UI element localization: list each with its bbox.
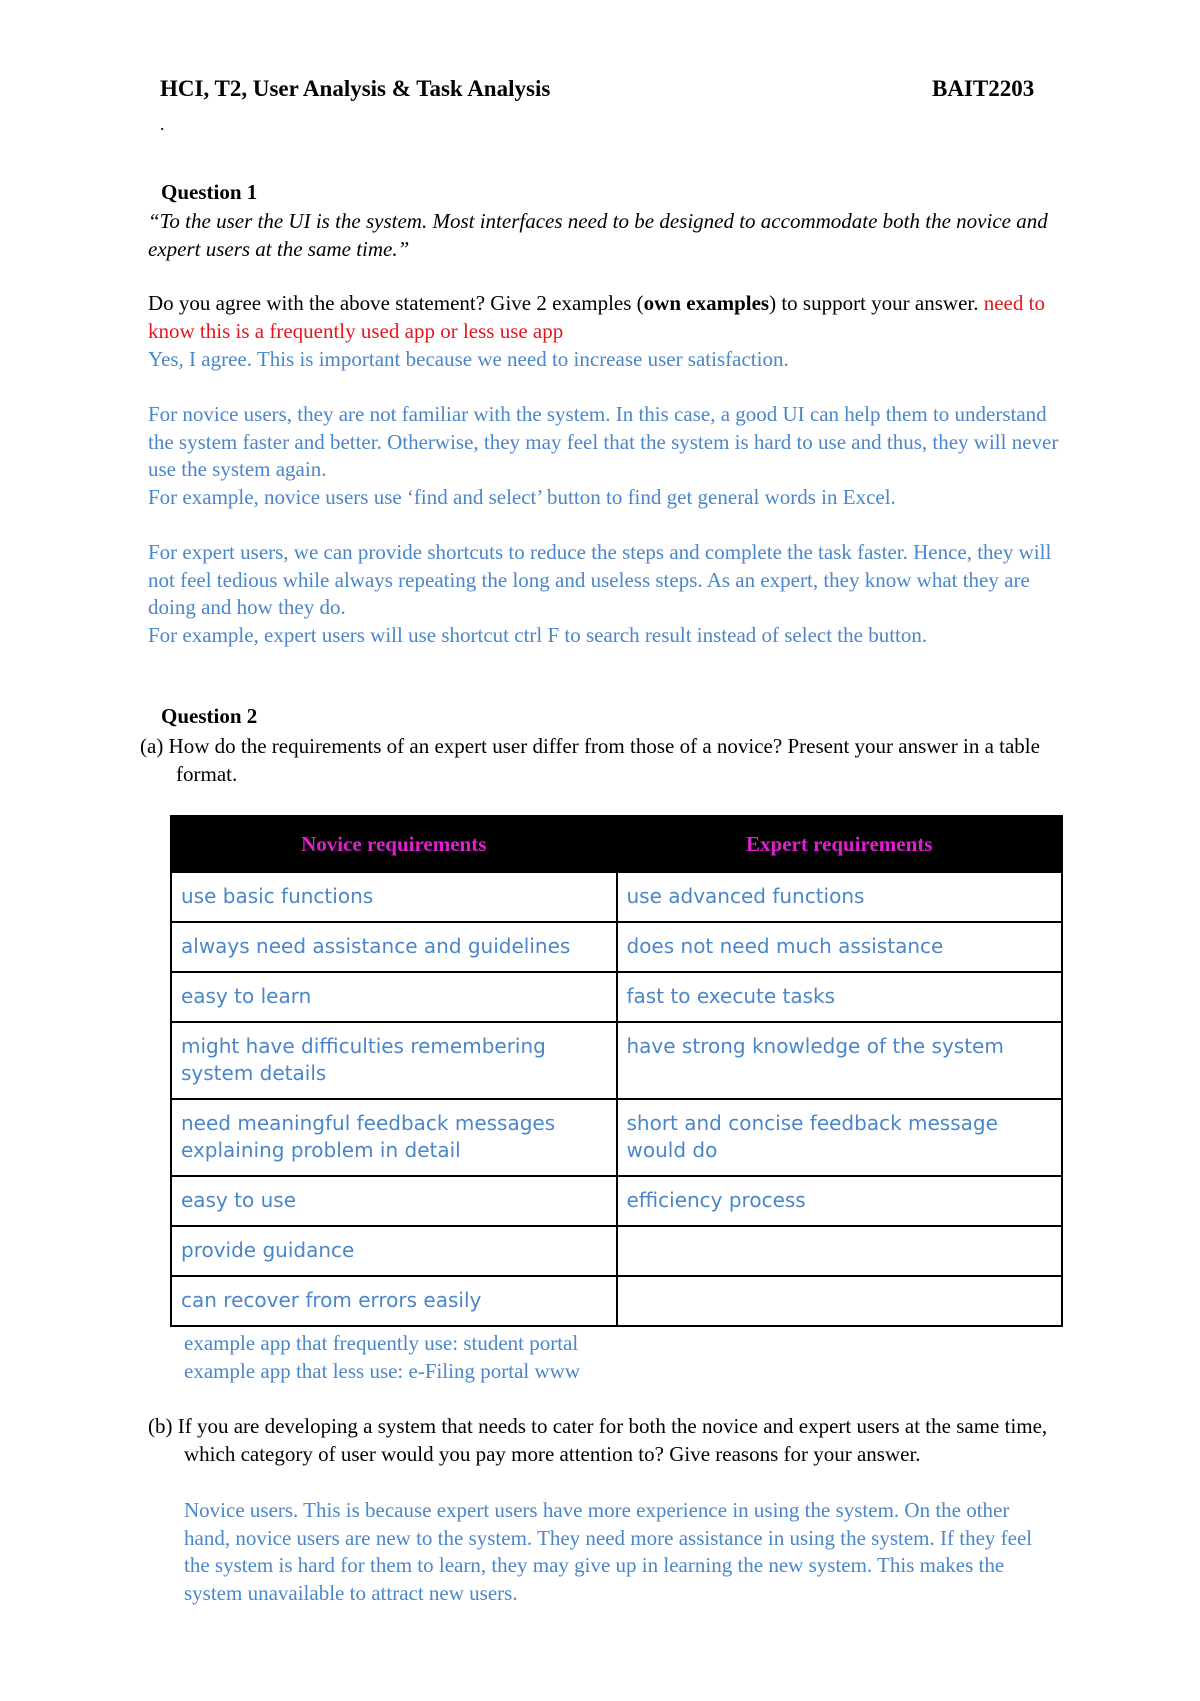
question-2a-prompt: (a) How do the requirements of an expert user differ from those of a novice? Present your answer in a table format.: [140, 734, 1040, 786]
expert-cell: have strong knowledge of the system: [617, 1022, 1063, 1099]
answer-expert-example: For example, expert users will use shortcut ctrl F to search result instead of select the button.: [148, 623, 928, 647]
table-row: [171, 1276, 1062, 1326]
example-frequent-app: example app that frequently use: student portal: [184, 1331, 579, 1355]
expert-cell: short and concise feedback message would do: [617, 1099, 1063, 1176]
novice-cell: easy to use: [171, 1176, 617, 1226]
question-2-title: Question 2: [161, 704, 258, 728]
red-annotation: need to know this is a frequently used app or less use app: [148, 291, 1045, 343]
answer-agree: Yes, I agree. This is important because we need to increase user satisfaction.: [148, 347, 789, 371]
novice-cell: need meaningful feedback messages explaining problem in detail: [171, 1099, 617, 1176]
table-row: [171, 1099, 1062, 1176]
requirements-table: [170, 815, 1063, 1327]
question-1-title: Question 1: [161, 180, 258, 204]
table-header-row: [171, 816, 1062, 872]
stray-dot: .: [160, 114, 165, 134]
prompt-text-end: ) to support your answer.: [769, 291, 979, 315]
prompt-text-start: Do you agree with the above statement? Give 2 examples (: [148, 291, 644, 315]
header-novice: Novice requirements: [171, 816, 617, 872]
answer-novice-example: For example, novice users use ‘find and select’ button to find get general words in Excel.: [148, 485, 896, 509]
novice-cell: use basic functions: [171, 872, 617, 922]
expert-cell: fast to execute tasks: [617, 972, 1063, 1022]
expert-cell: [617, 1226, 1063, 1276]
novice-cell: can recover from errors easily: [171, 1276, 617, 1326]
expert-cell: does not need much assistance: [617, 922, 1063, 972]
example-less-used-app: example app that less use: e-Filing portal www: [184, 1359, 580, 1383]
table-row: [171, 1022, 1062, 1099]
answer-novice: For novice users, they are not familiar with the system. In this case, a good UI can help them to understand the system faster and better. Otherwise, they may feel that the system is hard to use and thus, they will never use the system again.: [148, 402, 1059, 481]
table-row: [171, 922, 1062, 972]
answer-2b: Novice users. This is because expert users have more experience in using the system. On the other hand, novice users are new to the system. They need more assistance in using the system. If they feel the system is hard for them to learn, they may give up in learning the new system. This makes the system unavailable to attract new users.: [184, 1498, 1033, 1605]
novice-cell: might have difficulties remembering system details: [171, 1022, 617, 1099]
expert-cell: efficiency process: [617, 1176, 1063, 1226]
answer-expert: For expert users, we can provide shortcuts to reduce the steps and complete the task faster. Hence, they will not feel tedious while always repeating the long and useless steps. As an expert, they know what they are doing and how they do.: [148, 540, 1052, 619]
expert-cell: use advanced functions: [617, 872, 1063, 922]
question-1-quote: “To the user the UI is the system. Most interfaces need to be designed to accommodate both the novice and expert users at the same time.”: [148, 209, 1048, 261]
header-expert: Expert requirements: [617, 816, 1063, 872]
novice-cell: always need assistance and guidelines: [171, 922, 617, 972]
table-row: [171, 1176, 1062, 1226]
expert-cell: [617, 1276, 1063, 1326]
course-code: BAIT2203: [932, 76, 1035, 101]
table-row: [171, 1226, 1062, 1276]
novice-cell: provide guidance: [171, 1226, 617, 1276]
novice-cell: easy to learn: [171, 972, 617, 1022]
table-row: [171, 872, 1062, 922]
table-row: [171, 972, 1062, 1022]
question-1-prompt: [148, 290, 1068, 345]
prompt-bold: own examples: [643, 291, 770, 315]
document-title: HCI, T2, User Analysis & Task Analysis: [160, 76, 551, 101]
question-2b-prompt: (b) If you are developing a system that needs to cater for both the novice and expert users at the same time, which category of user would you pay more attention to? Give reasons for your answer.: [148, 1414, 1048, 1466]
